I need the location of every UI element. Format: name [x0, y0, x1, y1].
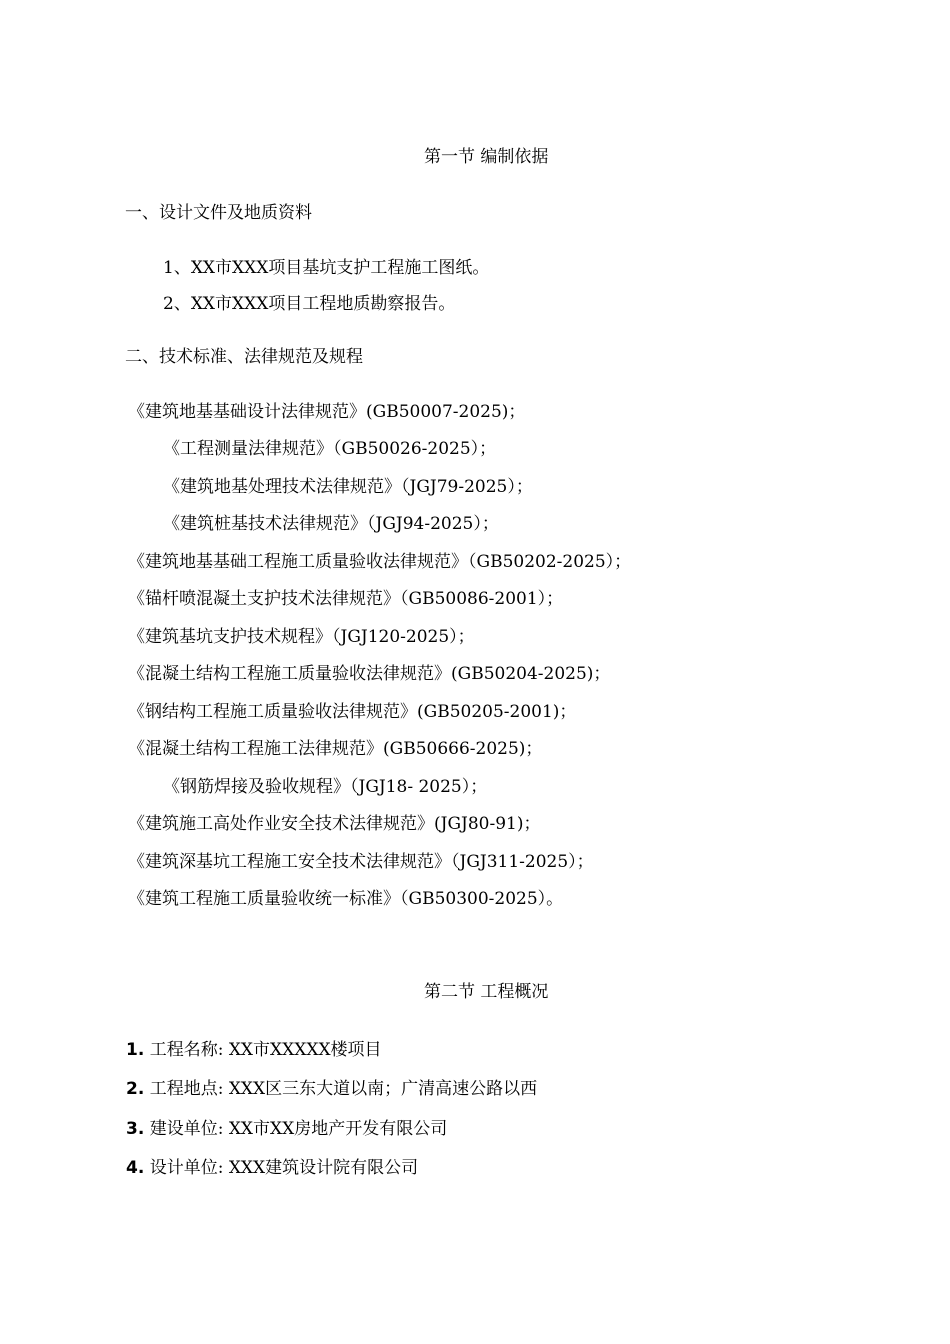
- overview-item: [126, 1078, 537, 1100]
- standard-item: 《建筑地基基础工程施工质量验收法律规范》（GB50202-2025）；: [128, 552, 632, 572]
- standard-item: 《锚杆喷混凝土支护技术法律规范》（GB50086-2001）；: [128, 589, 564, 609]
- overview-item-number: 3.: [126, 1119, 145, 1139]
- overview-item-text: 设计单位: XXX建筑设计院有限公司: [149, 1158, 419, 1178]
- standard-item: 《建筑桩基技术法律规范》（JGJ94-2025）；: [163, 514, 499, 534]
- standard-item: 《钢筋焊接及验收规程》（JGJ18- 2025）；: [163, 777, 488, 797]
- overview-item-number: 1.: [126, 1040, 145, 1060]
- standard-item: 《建筑地基基础设计法律规范》(GB50007-2025)；: [128, 402, 526, 422]
- overview-item-text: 工程名称: XX市XXXXX楼项目: [149, 1040, 382, 1060]
- standard-item: 《混凝土结构工程施工法律规范》(GB50666-2025)；: [128, 739, 543, 759]
- standard-item: 《建筑地基处理技术法律规范》（JGJ79-2025）；: [163, 477, 533, 497]
- overview-item-number: 4.: [126, 1158, 145, 1178]
- part2-heading: 二、技术标准、法律规范及规程: [125, 347, 363, 367]
- part1-heading: 一、设计文件及地质资料: [125, 203, 312, 223]
- standard-item: 《钢结构工程施工质量验收法律规范》(GB50205-2001)；: [128, 702, 577, 722]
- standard-item: 《建筑施工高处作业安全技术法律规范》(JGJ80-91)；: [128, 814, 541, 834]
- part1-item: 1、XX市XXX项目基坑支护工程施工图纸。: [163, 258, 490, 278]
- overview-item: [126, 1039, 382, 1061]
- overview-item: [126, 1157, 418, 1179]
- overview-item: [126, 1118, 447, 1140]
- part1-item: 2、XX市XXX项目工程地质勘察报告。: [163, 294, 456, 314]
- overview-item-text: 建设单位: XX市XX房地产开发有限公司: [149, 1119, 448, 1139]
- section1-title: 第一节 编制依据: [424, 147, 549, 167]
- standard-item: 《建筑工程施工质量验收统一标准》（GB50300-2025）。: [128, 889, 564, 909]
- standard-item: 《工程测量法律规范》（GB50026-2025）；: [163, 439, 497, 459]
- overview-item-number: 2.: [126, 1079, 145, 1099]
- standard-item: 《建筑深基坑工程施工安全技术法律规范》（JGJ311-2025）；: [128, 852, 594, 872]
- standard-item: 《混凝土结构工程施工质量验收法律规范》(GB50204-2025)；: [128, 664, 611, 684]
- overview-item-text: 工程地点: XXX区三东大道以南；广清高速公路以西: [149, 1079, 538, 1099]
- section2-title: 第二节 工程概况: [424, 982, 549, 1002]
- standard-item: 《建筑基坑支护技术规程》（JGJ120-2025）；: [128, 627, 475, 647]
